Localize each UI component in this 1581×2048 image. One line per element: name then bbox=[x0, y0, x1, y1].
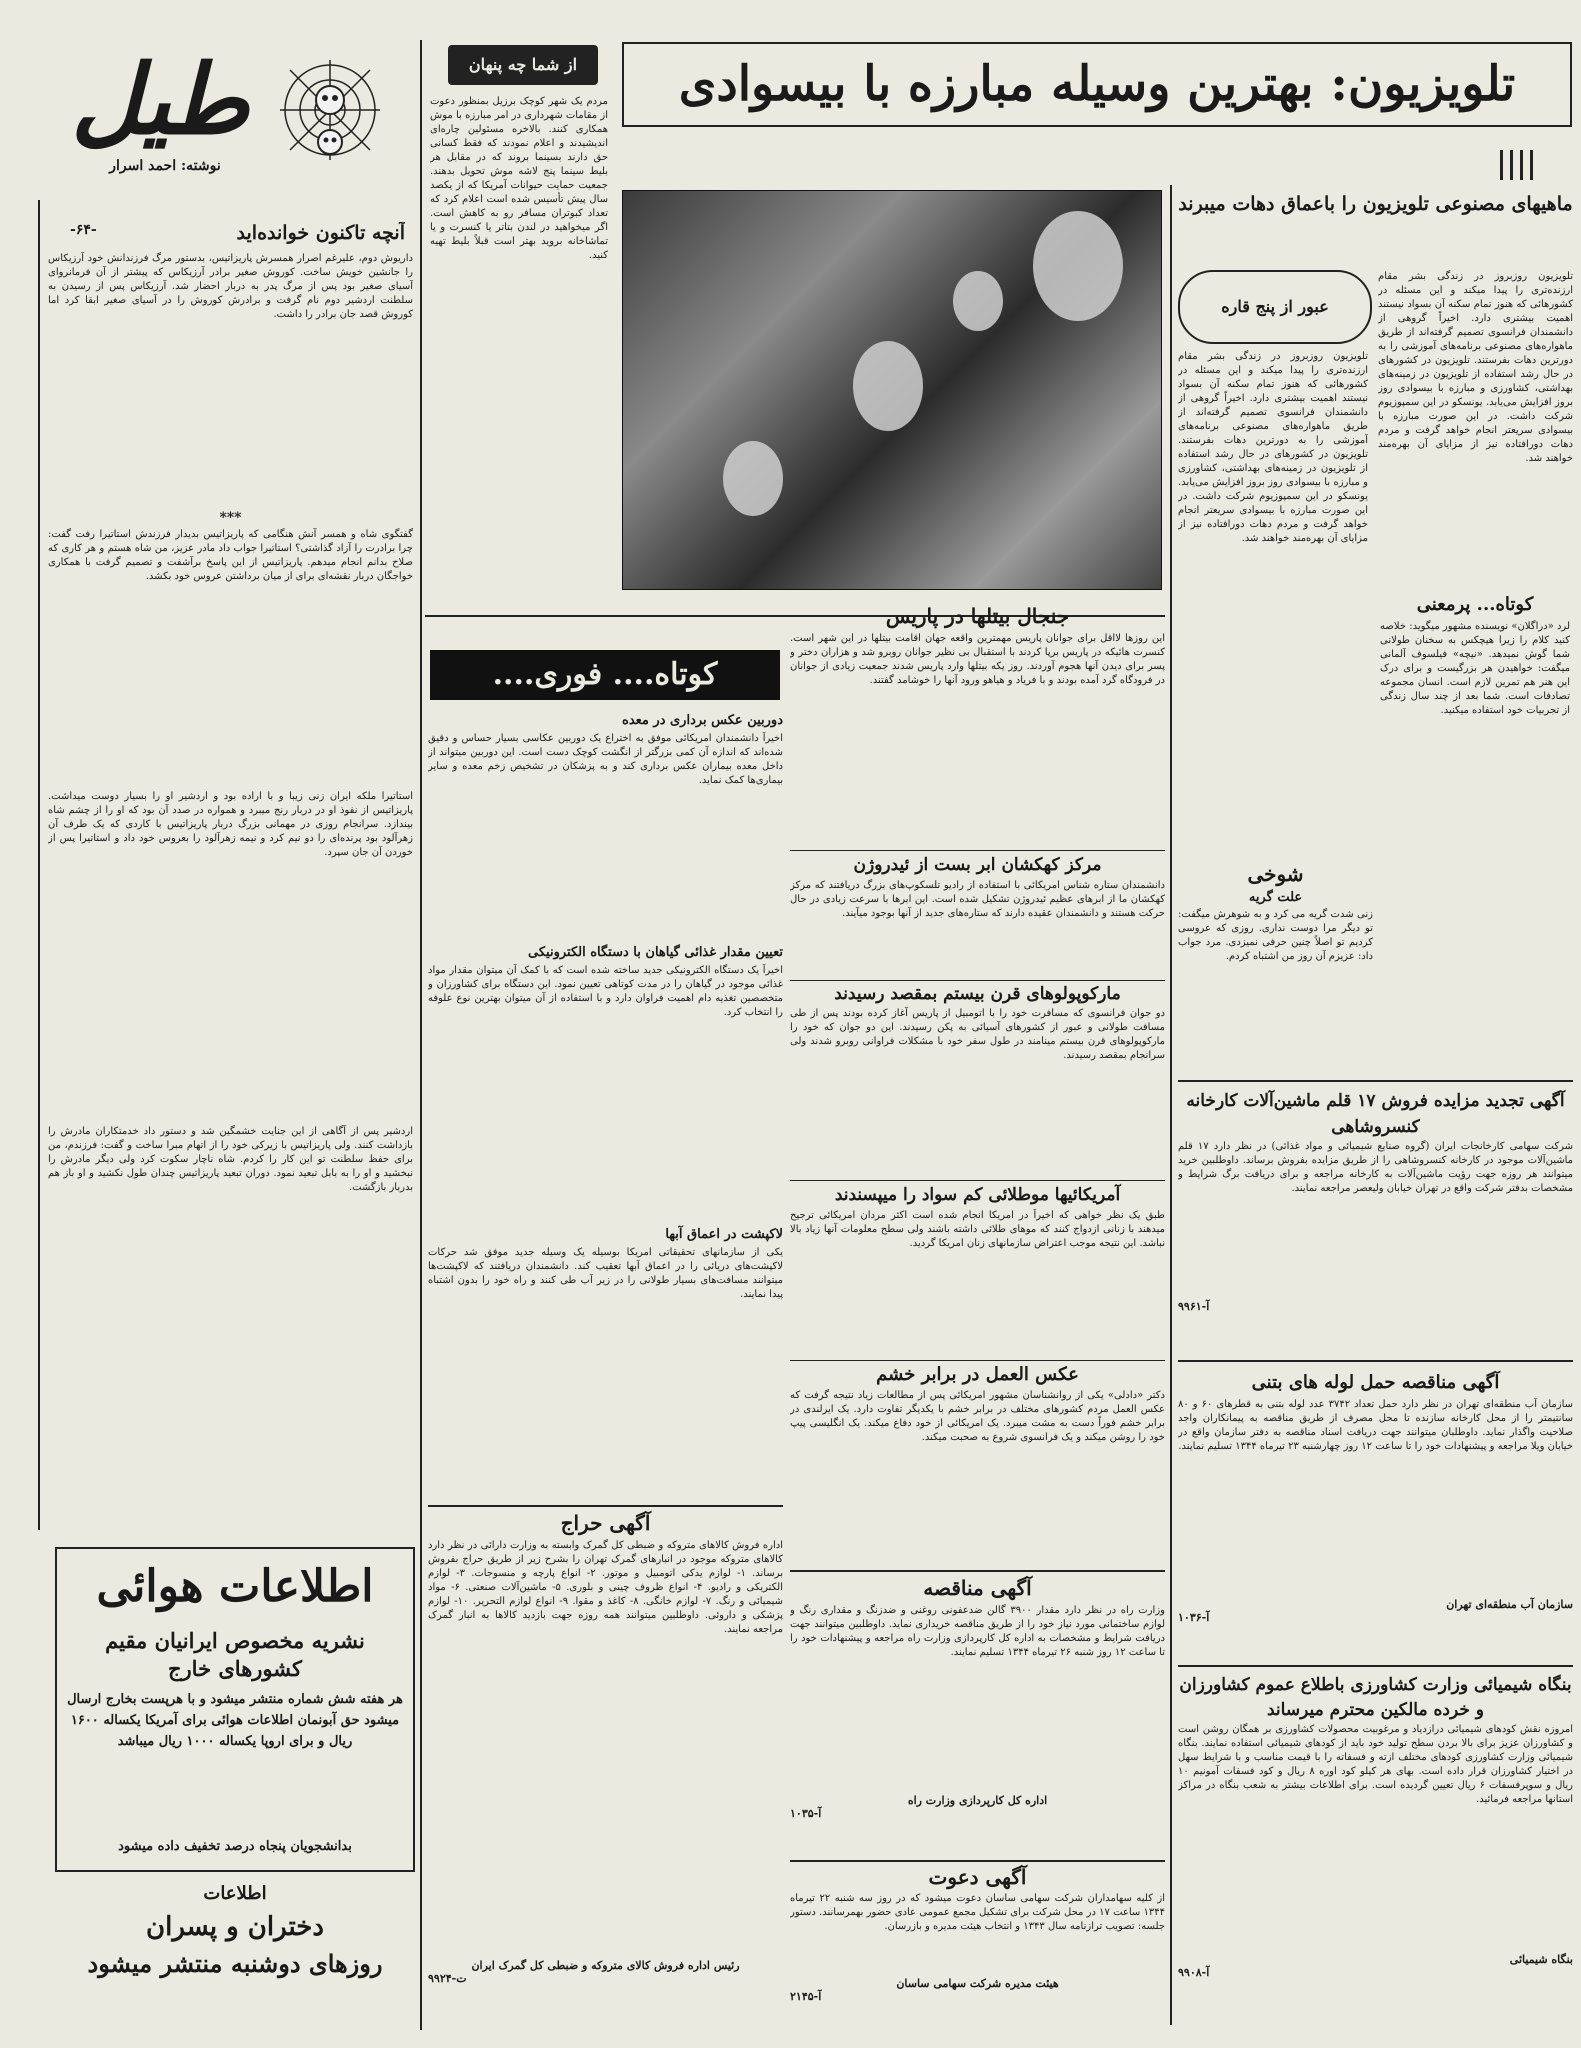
auction-footer: آ-۹۹۶۱ bbox=[1178, 1300, 1210, 1313]
davat-footer: آ-۲۱۴۵ bbox=[790, 1990, 822, 2003]
short-item-box bbox=[1380, 590, 1570, 950]
girls-boys-notice bbox=[55, 1880, 415, 2020]
satellite-headline: ماهیهای مصنوعی تلویزیون را باعماق دهات میبرند bbox=[1178, 193, 1573, 215]
column-number: -۶۴- bbox=[70, 222, 97, 238]
kotah-fori-banner bbox=[430, 650, 780, 700]
monaqese-signature: اداره کل کارپردازی وزارت راه bbox=[907, 1794, 1048, 1807]
spider-web-skull-icon bbox=[275, 50, 385, 170]
auction-text: شرکت سهامی کارخانجات ایران (گروه صنایع شیمیائی و مواد غذائی) در نظر دارد ۱۷ قلم ماشین‌آلات موجود در کارخانه کنسروشاهی را از طریق مزایده بفروش برساند. داوطلبین خرید میتوانند هر روزه جهت رؤیت ماشین‌آلات به کارخانه مراجعه و برای دریافت برگ شرایط و مشخصات بدفتر شرکت واقع در تهران خیابان ولیعصر مراجعه نمایند. bbox=[1178, 1141, 1573, 1194]
chemical-title: بنگاه شیمیائی وزارت کشاورزی باطلاع عموم کشاورزان و خرده مالکین محترم میرساند bbox=[1179, 1675, 1572, 1720]
auction-ad bbox=[1178, 1080, 1573, 1350]
kotah-item-text: اخیراً دانشمندان امریکائی موفق به اختراع یک دوربین عکاسی بسیار حساس و دقیق شده‌اند که اندازه آن کمی بزرگتر از انگشت کوچک دست است. این دوربین میتواند از داخل معده بیماران عکس برداری کند و به پزشکان در تشخیص زخم معده و سایر بیماری‌ها کمک نماید. bbox=[428, 733, 783, 786]
chemical-ad bbox=[1178, 1665, 1573, 2030]
column-masthead bbox=[45, 40, 415, 180]
beatles-text: این روزها لااقل برای جوانان پاریس مهمترین واقعه جهان اقامت بیتلها در این شهر است. کنسرت هائیکه در پاریس برپا کردند با استقبال بی نظیر جوانان روبرو شد و هزاران دختر و پسر برای دیدن آنها هجوم آوردند. روز یکه بیتلها وارد پاریس شدند جمعیت زیادی از جوانان در فرودگاه گرد آمده بودند و با فریاد و هیاهو ورود آنها را خوشامد گفتند. bbox=[790, 633, 1165, 686]
beatles-photo bbox=[622, 190, 1162, 590]
girls-boys-line2: دختران و پسران bbox=[146, 1912, 324, 1942]
reaction-story bbox=[790, 1360, 1165, 1560]
american-story bbox=[790, 1180, 1165, 1350]
davat-signature: هیئت مدیره شرکت سهامی ساسان bbox=[896, 1977, 1059, 1990]
reaction-headline: عکس العمل در برابر خشم bbox=[876, 1364, 1079, 1385]
auction-title: آگهی تجدید مزایده فروش ۱۷ قلم ماشین‌آلات کارخانه کنسروشاهی bbox=[1186, 1091, 1565, 1137]
main-headline-box bbox=[622, 42, 1572, 127]
haraj-signature: رئیس اداره فروش کالای متروکه و ضبطی کل گمرک ایران bbox=[471, 1959, 740, 1972]
astro-text: دانشمندان ستاره شناس امریکائی با استفاده از رادیو تلسکوپ‌های بزرگ دریافتند که مرکز کهکشان ما از ابرهای عظیم ئیدروژن تشکیل شده است. این ابرها با سرعت زیادی در حال حرکت هستند و دانشمندان عقیده دارند که ستاره‌های جدید از آنها بوجود میآیند. bbox=[790, 880, 1165, 919]
pipes-text: سازمان آب منطقه‌ای تهران در نظر دارد حمل تعداد ۳۷۴۲ عدد لوله بتنی به قطرهای ۶۰ و ۸۰ سانتیمتر را از محل کارخانه سازنده تا محل مصرف از طریق مناقصه به پیمانکاران واجد صلاحیت واگذار نماید. داوطلبان میتوانند جهت دریافت اسناد مناقصه به دفتر سازمان واقع در خیابان ویلا مراجعه و پیشنهادات خود را تا ساعت ۱۲ روز چهارشنبه ۲۳ تیرماه ۱۳۴۴ تسلیم نمایند. bbox=[1178, 1399, 1573, 1452]
separator-stars: *** bbox=[219, 510, 242, 526]
kotah-item-text: یکی از سازمانهای تحقیقاتی امریکا بوسیله یک وسیله جدید موفق شد حرکات لاکپشت‌های دریائی را در اعماق آبها تعقیب کند. دانشمندان دریافتند که لاکپشت‌ها میتوانند مسافت‌های بسیار طولانی را در زیر آب طی کنند و راه خود را بدون اشتباه پیدا نمایند. bbox=[428, 1247, 783, 1300]
humor-subtitle: علت گریه bbox=[1248, 890, 1303, 905]
satellite-text-col2: تلویزیون روزبروز در زندگی بشر مقام ارزنده‌تری را پیدا میکند و این مسئله در کشورهائی که هنوز تمام سکنه آن بسواد نیستند اهمیت بیشتری دارد. اخیراً گروهی از دانشمندان فرانسوی تصمیم گرفته‌اند از طریق ماهواره‌های مصنوعی برنامه‌های آموزشی را به دورترین دهات بفرستند. تلویزیون در کشورهای در حال رشد استفاده از تلویزیون در زمینه‌های بهداشتی، کشاورزی و مبارزه با بیسوادی روز بروز افزایش می‌یابد. یونسکو در این سمپوزیوم شرکت داشت. در این صورت مبارزه با بیسوادی سریعتر انجام خواهد گرفت و مردم دهات دورافتاده نیز از مزایای آن بهره‌مند خواهند شد. bbox=[1178, 351, 1368, 544]
chemical-signature: بنگاه شیمیائی bbox=[1509, 1953, 1573, 1966]
short-item-text: لرد «دراگلان» نویسنده مشهور میگوید: خلاصه کنید کلام را زیرا هیچکس به سخنان طولانی شما گوش نمیدهد. «نیچه» فیلسوف آلمانی میگفت: خواهیدن هر بزرگیست و برای درک این هنر هم تمرین لازم است. انسان مجموعه تصادفات است. شما بعد از چند سال زندگی از تجربیات خود استفاده میکنید. bbox=[1380, 621, 1570, 716]
beatles-headline: جنجال بیتلها در پاریس bbox=[885, 604, 1070, 628]
girls-boys-line1: اطلاعات bbox=[203, 1883, 267, 1904]
beatles-story bbox=[790, 600, 1165, 840]
air-mail-box bbox=[55, 1547, 415, 1872]
story-header bbox=[45, 222, 415, 252]
short-news-tag: از شما چه پنهان bbox=[448, 45, 598, 85]
marco-text: دو جوان فرانسوی که مسافرت خود را با اتومبیل از پاریس آغاز کرده بودند پس از طی مسافت طولانی و عبور از کشورهای آسیائی به پکن رسیدند. این دو جوان که خود را مارکوپولوهای قرن بیستم مینامند در طول سفر خود با مشکلات فراوانی روبرو شدند ولی سرانجام بمقصد رسیدند. bbox=[790, 1008, 1165, 1061]
air-mail-title: اطلاعات هوائی bbox=[96, 1561, 374, 1612]
marco-headline: مارکوپولوهای قرن بیستم بمقصد رسیدند bbox=[834, 984, 1121, 1004]
air-mail-text: هر هفته شش شماره منتشر میشود و با هرپست بخارج ارسال میشود حق آبونمان اطلاعات هوائی برای آمریکا یکساله ۱۶۰۰ ریال و برای اروپا یکساله ۱۰۰۰ ریال میباشد bbox=[67, 1692, 403, 1749]
pipes-footer: آ-۱۰۳۶ bbox=[1178, 1611, 1210, 1624]
headline-bars bbox=[1500, 150, 1560, 185]
main-headline: تلویزیون: بهترین وسیله مبارزه با بیسوادی bbox=[678, 56, 1516, 112]
kotah-item-head: لاکپشت در اعماق آبها bbox=[665, 1227, 783, 1242]
haraj-title: آگهی حراج bbox=[560, 1511, 651, 1535]
haraj-text: اداره فروش کالاهای متروکه و ضبطی کل گمرک وابسته به وزارت دارائی در نظر دارد کالاهای متروکه موجود در انبارهای گمرک تهران را بشرح زیر از طریق حراج بفروش برساند. ۱- لوازم یدکی اتومبیل و موتور. ۲- انواع پارچه و منسوجات. ۳- لوازم الکتریکی و رادیو. ۴- انواع ظروف چینی و بلوری. ۵- ماشین‌آلات صنعتی. ۶- مواد شیمیائی و رنگ. ۷- لوازم خانگی. ۸- کاغذ و مقوا. ۹- انواع لوازم التحریر. ۱۰- لوازم پزشکی و داروئی. داوطلبین میتوانند همه روزه جهت بازدید کالاها به انبار گمرک مراجعه نمایند. bbox=[428, 1540, 783, 1635]
pipes-ad bbox=[1178, 1360, 1573, 1660]
column-author: نوشته: احمد اسرار bbox=[109, 158, 221, 174]
humor-title: شوخی bbox=[1247, 862, 1304, 886]
short-news-column bbox=[428, 45, 611, 605]
short-news-text: مردم یک شهر کوچک برزیل بمنظور دعوت از مقامات شهرداری در امر مبارزه با موش همکاری کنند. بالاخره مسئولین چاره‌ای اندیشیدند و اعلام نمودند که فقط کسانی حق دارند بسینما بروند که در مقابل هر بلیط سینما پنج لاشه موش تحویل بدهند. جمعیت حمایت حیوانات آمریکا که از یکصد سال پیش تأسیس شده است اعلام کرد که تعداد کبوتران مسافر رو به کاهش است. اگر میخواهید در لندن بتاتر یا کنسرت و یا تماشاخانه بروید بهتر است قبلاً بلیط تهیه کنید. bbox=[430, 96, 608, 261]
american-headline: آمریکائیها موطلائی کم سواد را میپسندند bbox=[834, 1185, 1121, 1205]
chemical-footer: آ-۹۹۰۸ bbox=[1178, 1966, 1210, 1979]
column-rule-1 bbox=[420, 40, 422, 2030]
monaqese-title: آگهی مناقصه bbox=[923, 1576, 1032, 1600]
column-logo: طیل bbox=[70, 43, 250, 156]
astro-headline: مرکز کهکشان ابر بست از ئیدروژن bbox=[853, 855, 1102, 875]
left-border-rule bbox=[38, 200, 40, 1530]
air-mail-note: بدانشجویان پنجاه درصد تخفیف داده میشود bbox=[118, 1839, 352, 1854]
pipes-signature: سازمان آب منطقه‌ای تهران bbox=[1446, 1598, 1573, 1611]
air-mail-subtitle: نشریه مخصوص ایرانیان مقیم کشورهای خارج bbox=[105, 1628, 365, 1681]
monaqese-text: وزارت راه در نظر دارد مقدار ۳۹۰۰ گالن ضدعفونی روغنی و ضدزنگ و مقداری رنگ و لوازم ساختمانی مورد نیاز خود را از طریق مناقصه خریداری نماید. داوطلبین میتوانند جهت دریافت شرایط و مشخصات به اداره کل کارپردازی وزارت راه مراجعه و پیشنهادات خود را تا ساعت ۱۲ روز شنبه ۲۶ تیرماه ۱۳۴۴ تسلیم نمایند. bbox=[790, 1605, 1165, 1658]
kotah-item-head: دوربین عکس برداری در معده bbox=[622, 713, 783, 728]
story-paragraph-3: استاتیرا ملکه ایران زنی زیبا و با اراده بود و اردشیر او را بسیار دوست میداشت. پاریزاتیس از نفوذ او در دربار رنج میبرد و همواره در صدد آن بود که او را از چشم شاه بیندازد. سرانجام روزی در مهمانی بزرگ دربار پاریزاتیس با کاردی که یک طرف آن زهرآلود بود پرنده‌ای را دو نیم کرد و نیمه زهرآلود را بعروس خود داد و استاتیرا پس از خوردن آن جان سپرد. bbox=[48, 791, 413, 858]
davat-title: آگهی دعوت bbox=[928, 1865, 1027, 1889]
astro-story bbox=[790, 850, 1165, 970]
story-paragraph-2: گفتگوی شاه و همسر آنش هنگامی که پاریزاتیس بدیدار فرزندش استاتیرا رفت گفت: چرا برادرت را آزاد گذاشتی؟ استاتیرا جواب داد مادر عزیز، من شاه هستم و هر کاری که صلاح بدانم انجام میدهم. پاریزاتیس از این پاسخ برآشفت و تصمیم گرفت با همکاری خواجگان دربار نقشه‌ای برای از میان برداشتن عروس خود بکشد. bbox=[48, 529, 413, 582]
story-paragraph-1: داریوش دوم، علیرغم اصرار همسرش پاریزاتیس، بدستور مرگ فرزندانش خود آرزیکاس را جانشین خویش ساخت. کوروش صغیر برادر آرزیکاس که پیشتر از آن فرمانروای آسیای صغیر بود پس از مرگ پدر به دربار احضار شد. آرزیکاس پس از رسیدن به سلطنت اردشیر دوم نام گرفت و برادرش کوروش را در آسیای صغیر ابقا کرد اما کوروش قصد جان برادر را داشت. bbox=[48, 253, 413, 320]
column-title: آنچه تاکنون خوانده‌اید bbox=[236, 222, 405, 244]
american-text: طبق یک نظر خواهی که اخیراً در امریکا انجام شده است اکثر مردان امریکائی ترجیح میدهند با زنانی ازدواج کنند که موهای طلائی داشته باشند ولی سطح معلومات آنها زیاد بالا نباشد. این نتیجه موجب اعتراض سازمانهای زنان امریکا گردید. bbox=[790, 1210, 1165, 1249]
chemical-text: امروزه نقش کودهای شیمیائی درازدیاد و مرغوبیت محصولات کشاورزی بر همگان روشن است و کشاورزان عزیز برای بالا بردن سطح تولید خود باید از کودهای شیمیائی استفاده نمایند. بنگاه شیمیائی وزارت کشاورزی کودهای مختلف ازته و فسفاته را با قیمت مناسب و با شرایط سهل در اختیار کشاورزان قرار داده است. بهای هر کیلو کود اوره ۸ ریال و کود فسفات آمونیم ۱۰ ریال و سوپرفسفات ۶ ریال تعیین گردیده است. برای اطلاعات بیشتر به شعب بنگاه در مراکز استانها مراجعه فرمائید. bbox=[1178, 1724, 1573, 1805]
girls-boys-line3: روزهای دوشنبه منتشر میشود bbox=[87, 1949, 383, 1978]
pipes-title: آگهی مناقصه حمل لوله های بتنی bbox=[1251, 1372, 1500, 1393]
five-continents-logo: عبور از پنج قاره bbox=[1178, 270, 1372, 344]
reaction-text: دکتر «دادلی» یکی از روانشناسان مشهور امریکائی پس از مطالعات زیاد نتیجه گرفت که عکس العمل مردم کشورهای مختلف در برابر خشم با یکدیگر تفاوت دارد. یک ایرلندی در برابر خشم فوراً دست به مشت میبرد. یک امریکائی از خود دفاع میکند. یک انگلیسی پیپ خود را روشن میکند و یک فرانسوی شروع به صحبت میکند. bbox=[790, 1390, 1165, 1443]
short-item-title: کوتاه... پرمعنی bbox=[1416, 594, 1534, 615]
haraj-ad bbox=[428, 1505, 783, 2025]
davat-ad bbox=[790, 1860, 1165, 2025]
haraj-footer: ت-۹۹۲۴ bbox=[428, 1972, 467, 1985]
marco-story bbox=[790, 980, 1165, 1170]
humor-box bbox=[1178, 860, 1373, 1070]
kotah-fori-title: کوتاه.... فوری.... bbox=[492, 657, 718, 692]
kotah-item-text: اخیراً یک دستگاه الکترونیکی جدید ساخته شده است که با کمک آن میتوان مقدار مواد غذائی موجود در گیاهان را در مدت کوتاهی تعیین نمود. این دستگاه برای کشاورزان و متخصصین تغذیه دام اهمیت فراوان دارد و با استفاده از آن میتوان بهترین نوع علوفه را انتخاب کرد. bbox=[428, 965, 783, 1018]
monaqese-ad bbox=[790, 1570, 1165, 1850]
monaqese-footer: آ-۱۰۳۵ bbox=[790, 1807, 822, 1820]
satellite-text-col1: تلویزیون روزبروز در زندگی بشر مقام ارزنده‌تری را پیدا میکند و این مسئله در کشورهائی که هنوز تمام سکنه آن بسواد نیستند اهمیت بیشتری دارد. اخیراً گروهی از دانشمندان فرانسوی تصمیم گرفته‌اند از طریق ماهواره‌های مصنوعی برنامه‌های آموزشی را به دورترین دهات بفرستند. تلویزیون در کشورهای در حال رشد استفاده از تلویزیون در زمینه‌های بهداشتی، کشاورزی و مبارزه با بیسوادی روز بروز افزایش می‌یابد. یونسکو در این سمپوزیوم شرکت داشت. در این صورت مبارزه با بیسوادی سریعتر انجام خواهد گرفت و مردم دهات دورافتاده نیز از مزایای آن بهره‌مند خواهند شد. bbox=[1378, 271, 1573, 464]
humor-text: زنی شدت گریه می کرد و به شوهرش میگفت: تو دیگر مرا دوست نداری. روزی که عروسی کردیم تو اصلاً چنین حرفی نمیزدی. مرد جواب داد: عزیزم آن روز من اشتباه کردم. bbox=[1178, 909, 1373, 962]
column-rule-2 bbox=[1170, 185, 1172, 2025]
kotah-item-head: تعیین مقدار غذائی گیاهان با دستگاه الکترونیکی bbox=[528, 945, 783, 960]
davat-text: از کلیه سهامداران شرکت سهامی ساسان دعوت میشود که در روز سه شنبه ۲۲ تیرماه ۱۳۴۴ ساعت ۱۷ در محل شرکت برای تشکیل مجمع عمومی عادی حضور بهمرسانند. دستور جلسه: تصویب ترازنامه سال ۱۳۴۳ و انتخاب هیئت مدیره و بازرسان. bbox=[790, 1893, 1165, 1932]
story-paragraph-4: اردشیر پس از آگاهی از این جنایت خشمگین شد و دستور داد خدمتکاران مادرش را بازداشت کنند. ولی پاریزاتیس با زیرکی خود را از اتهام مبرا ساخت و گفت: فرزندم، من برای حفظ سلطنت تو این کار را کردم. شاه ناچار سکوت کرد ولی دیگر مادرش را نبخشید و او را به بابل تبعید نمود. دوران تبعید پاریزاتیس چندان طول نکشید و او باز هم بدربار بازگشت. bbox=[48, 1126, 413, 1193]
